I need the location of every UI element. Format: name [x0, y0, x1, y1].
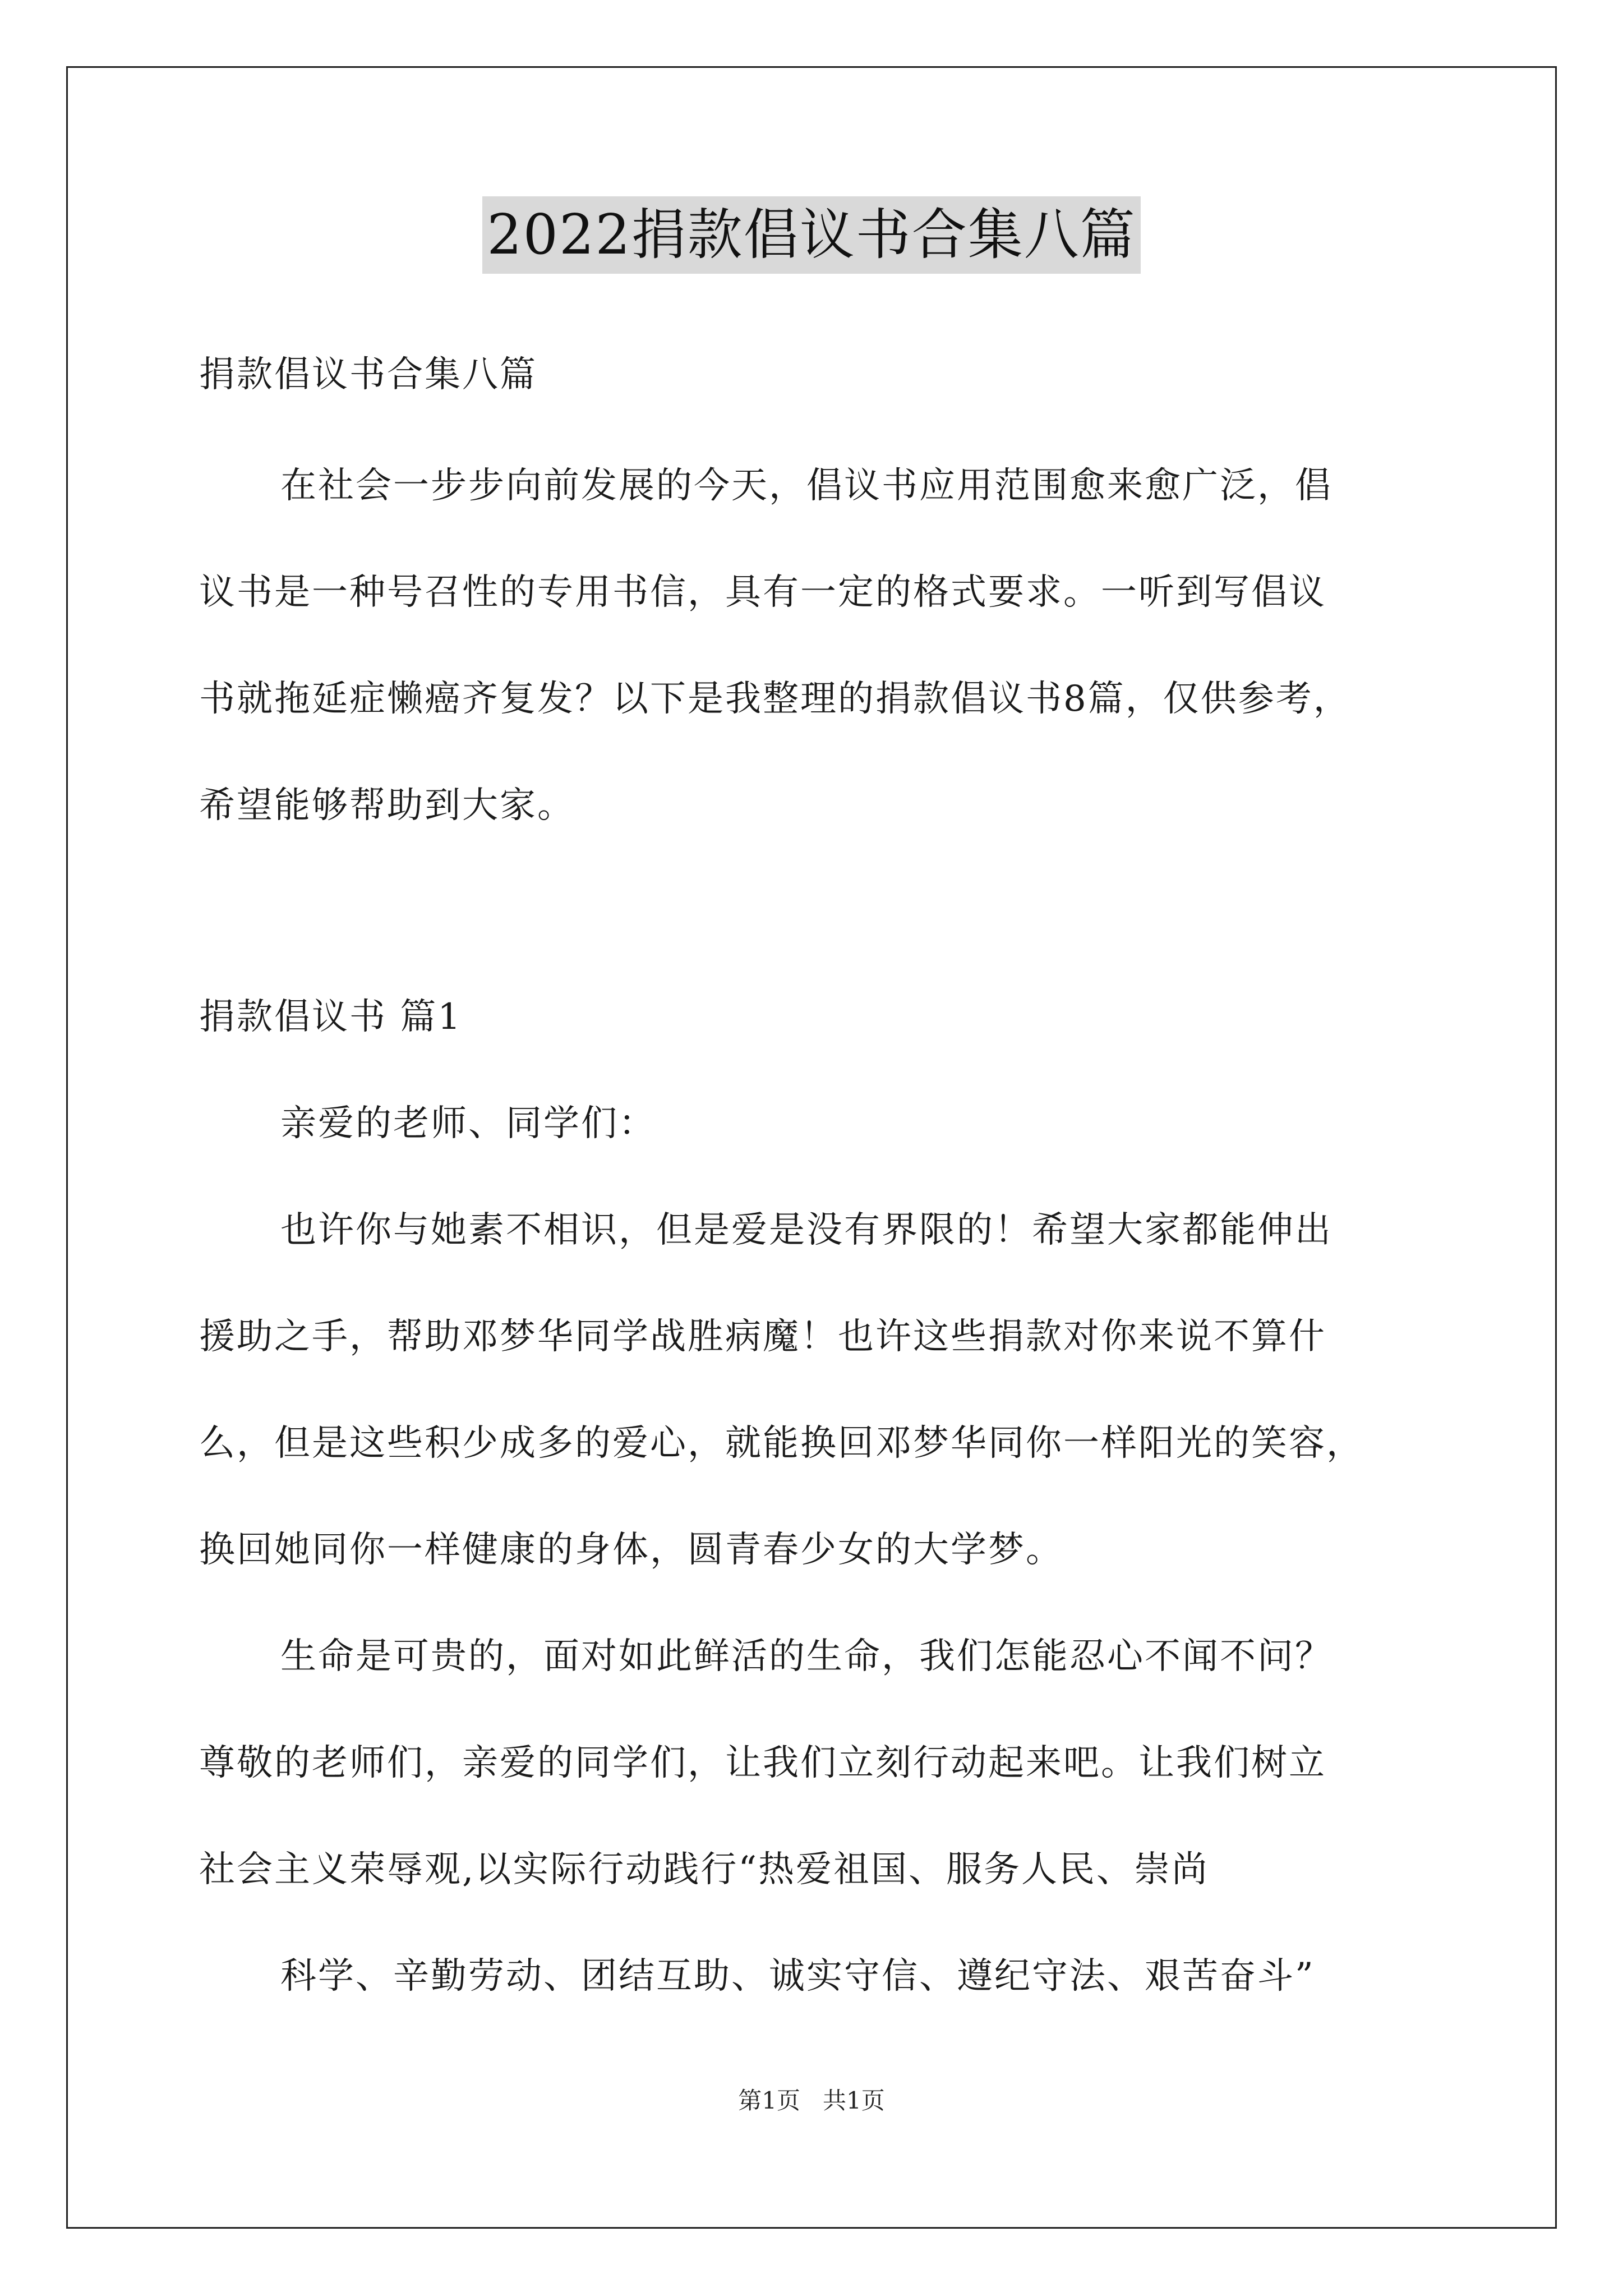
para2-line-4: 科学、辛勤劳动、团结互助、诚实守信、遵纪守法、艰苦奋斗”	[280, 1955, 1315, 1997]
para1-line-2: 援助之手，帮助邓梦华同学战胜病魔！也许这些捐款对你来说不算什	[199, 1316, 1326, 1358]
title-container	[0, 196, 1623, 274]
intro-line-1: 在社会一步步向前发展的今天，倡议书应用范围愈来愈广泛，倡	[280, 465, 1332, 507]
intro-line-3: 书就拖延症懒癌齐复发？以下是我整理的捐款倡议书8篇，仅供参考，	[199, 678, 1351, 720]
para1-line-1: 也许你与她素不相识，但是爱是没有界限的！希望大家都能伸出	[280, 1209, 1332, 1251]
para1-line-3: 么，但是这些积少成多的爱心，就能换回邓梦华同你一样阳光的笑容，	[199, 1423, 1364, 1464]
document-title: 2022捐款倡议书合集八篇	[482, 196, 1140, 274]
intro-line-2: 议书是一种号召性的专用书信，具有一定的格式要求。一听到写倡议	[199, 572, 1326, 613]
salutation: 亲爱的老师、同学们：	[280, 1103, 656, 1144]
document-subtitle: 捐款倡议书合集八篇	[199, 354, 537, 395]
para2-line-3: 社会主义荣辱观,以实际行动践行“热爱祖国、服务人民、崇尚	[199, 1849, 1210, 1890]
para2-line-2: 尊敬的老师们，亲爱的同学们，让我们立刻行动起来吧。让我们树立	[199, 1742, 1326, 1784]
section-heading: 捐款倡议书 篇1	[199, 996, 463, 1038]
page-footer: 第1页 共1页	[738, 2087, 885, 2114]
para2-line-1: 生命是可贵的，面对如此鲜活的生命，我们怎能忍心不闻不问？	[280, 1636, 1332, 1677]
para1-line-4: 换回她同你一样健康的身体，圆青春少女的大学梦。	[199, 1529, 1063, 1571]
intro-line-4: 希望能够帮助到大家。	[199, 785, 575, 826]
